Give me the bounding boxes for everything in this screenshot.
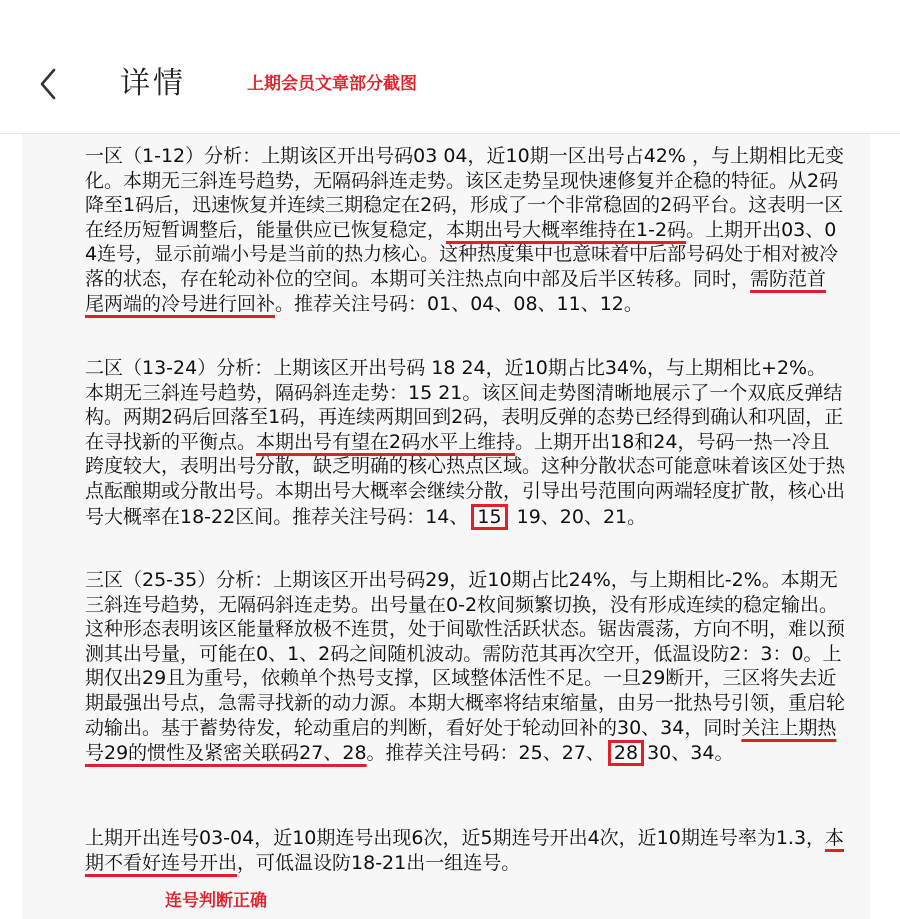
annotation-label: 上期会员文章部分截图 <box>247 74 417 94</box>
highlight-underline: 本期不看好连号开出 <box>85 827 845 874</box>
back-button[interactable] <box>28 62 68 106</box>
highlight-underline: 本期出号有望在2码水平上维持 <box>256 430 516 453</box>
highlight-underline: 关注上期热号29的惯性及紧密关联码27、 <box>85 716 837 765</box>
annotation-label: 连号判断正确 <box>165 891 267 911</box>
streak-paragraph: 上期开出连号03-04，近10期连号出现6次，近5期连号开出4次，近10期连号率为1.3，本期不看好连号开出，可低温设防18-21出一组连号。 <box>85 827 845 874</box>
highlight-box: 28 <box>608 740 644 766</box>
zone2-paragraph: 二区（13-24）分析：上期该区开出号码 18 24，近10期占比34%，与上期相比+2%。本期无三斜连号趋势，隔码斜连走势：15 21。该区间走势图清晰地展示了一个双底反弹结构。两期2码后回落至1码，再连续两期回到2码，表明反弹的态势已经得到确认和巩固，正在寻找新的平衡点。本期出号有望在2码水平上维持。上期开出18和24，号码一热一冷且跨度较大，表明出号分散，缺乏明确的核心热点区域。这种分散状态可能意味着该区处于热点酝酿期或分散出号。本期出号大概率会继续分散，引导出号范围向两端轻度扩散，核心出号大概率在18-22区间。推荐关注号码：14、 15 19、20、21。 <box>85 357 846 528</box>
article-card <box>22 134 870 919</box>
highlight-underline: 本期出号大概率维持在1-2码 <box>446 218 687 241</box>
zone3-paragraph: 三区（25-35）分析：上期该区开出号码29，近10期占比24%，与上期相比-2%。本期无三斜连号趋势，无隔码斜连走势。出号量在0-2枚间频繁切换，没有形成连续的稳定输出。这种形态表明该区能量释放极不连贯，处于间歇性活跃状态。锯齿震荡，方向不明，难以预测其出号量，可能在0、1、2码之间随机波动。需防范其再次空开，低温设防2：3：0。上期仅出29且为重号，依赖单个热号支撑，区域整体活性不足。一旦29断开，三区将失去近期最强出号点，急需寻找新的动力源。本期大概率将结束缩量，由另一批热号引领，重启轮动输出。基于蓄势待发，轮动重启的判断，看好处于轮动回补的30、34，同时关注上期热号29的惯性及紧密关联码27、28。推荐关注号码：25、27、 28 30、34。 <box>85 569 846 765</box>
highlight-underline: 需防范首尾两端的冷号进行回补 <box>85 267 827 315</box>
zone1-paragraph: 一区（1-12）分析：上期该区开出号码03 04，近10期一区出号占42% ，与上期相比无变化。本期无三斜连号趋势，无隔码斜连走势。该区走势呈现快速修复并企稳的特征。从2码降至1码后，迅速恢复并连续三期稳定在2码，形成了一个非常稳固的2码平台。这表明一区在经历短暂调整后，能量供应已恢复稳定，本期出号大概率维持在1-2码。上期开出03、04连号，显示前端小号是当前的热力核心。这种热度集中也意味着中后部号码处于相对被冷落的状态，存在轮动补位的空间。本期可关注热点向中部及后半区转移。同时，需防范首尾两端的冷号进行回补。推荐关注号码：01、04、08、11、12。 <box>85 145 844 315</box>
highlight-box: 15 <box>471 504 507 530</box>
highlight-underline: 28 <box>342 742 367 765</box>
page-title: 详情 <box>120 66 186 101</box>
top-bar <box>0 0 900 134</box>
chevron-left-icon <box>38 68 58 100</box>
